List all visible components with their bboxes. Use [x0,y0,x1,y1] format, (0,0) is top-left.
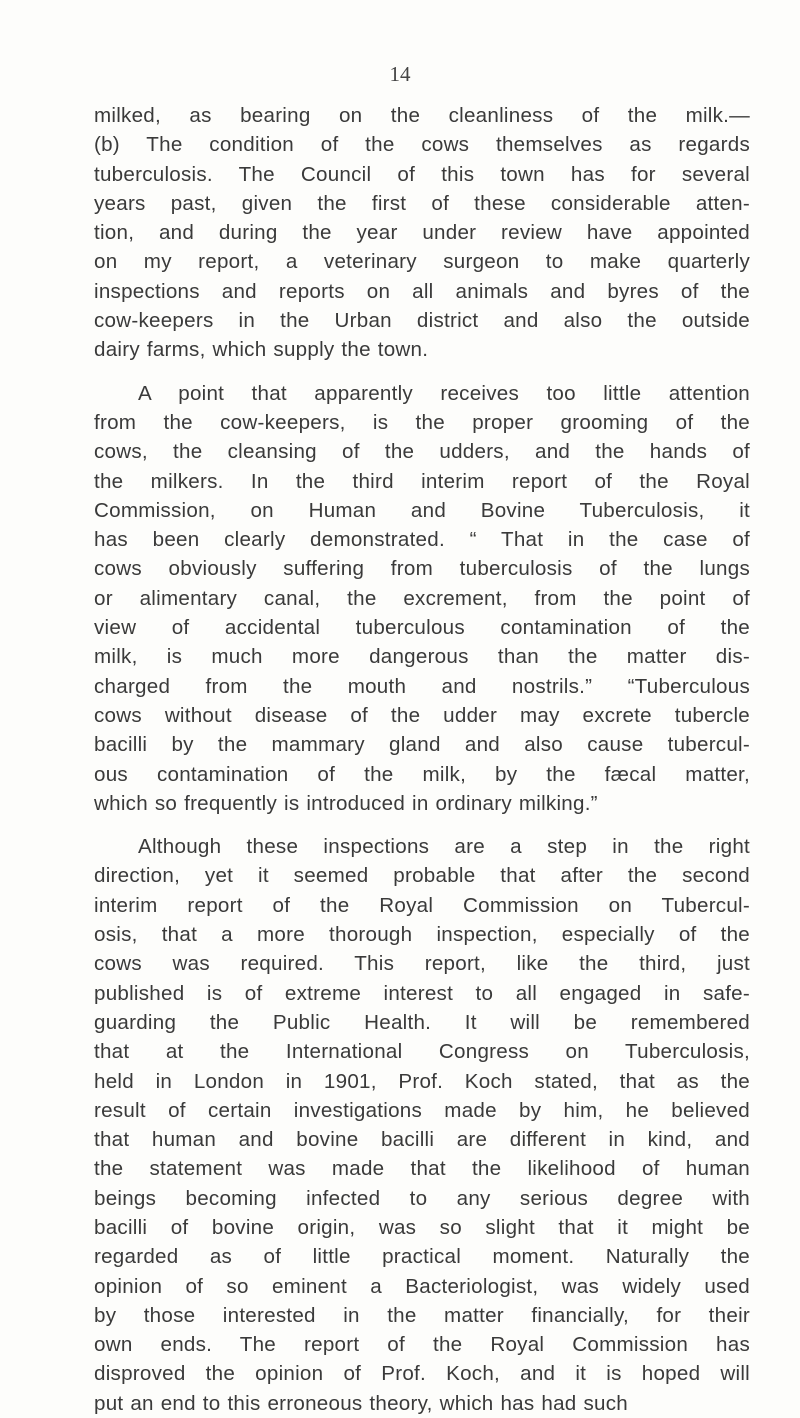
text-line: from the cow-keepers, is the proper grooming of the [94,410,750,434]
text-line: guarding the Public Health. It will be remembered [94,1010,750,1034]
text-line: put an end to this erroneous theory, which has had such [94,1391,628,1415]
body-text [94,101,750,1418]
text-line: cows was required. This report, like the third, just [94,952,750,976]
text-line: charged from the mouth and nostrils.” “Tuberculous [94,674,750,698]
text-line: which so frequently is introduced in ordinary milking.” [94,791,598,815]
text-line: on my report, a veterinary surgeon to make quarterly [94,250,750,274]
text-line: Although these inspections are a step in the right [138,835,750,859]
text-line: milked, as bearing on the cleanliness of the milk.— [94,104,750,127]
text-line: or alimentary canal, the excrement, from the point of [94,586,750,610]
text-line: milk, is much more dangerous than the matter dis- [94,645,750,669]
text-line: beings becoming infected to any serious degree with [94,1186,750,1210]
paragraph-gap [94,365,750,379]
text-line: cow-keepers in the Urban district and also the outside [94,309,750,333]
text-line: interim report of the Royal Commission on Tubercul- [94,893,750,917]
text-line: Commission, on Human and Bovine Tuberculosis, it [94,498,750,522]
text-line: own ends. The report of the Royal Commission has [94,1333,750,1357]
text-line: direction, yet it seemed probable that after the second [94,864,750,888]
text-line: the milkers. In the third interim report of the Royal [94,469,750,493]
text-line: (b) The condition of the cows themselves as regards [94,133,750,157]
text-line: regarded as of little practical moment. Naturally the [94,1245,750,1269]
text-line: tuberculosis. The Council of this town has for several [94,162,750,186]
text-line: view of accidental tuberculous contamination of the [94,616,750,640]
text-line: dairy farms, which supply the town. [94,338,429,362]
text-line: by those interested in the matter financially, for their [94,1303,750,1327]
text-line: tion, and during the year under review have appointed [94,221,750,245]
text-line: held in London in 1901, Prof. Koch stated, that as the [94,1069,750,1093]
text-line: osis, that a more thorough inspection, especially of the [94,923,750,947]
text-line: cows without disease of the udder may excrete tubercle [94,703,750,727]
text-line: cows obviously suffering from tuberculosis of the lungs [94,557,750,581]
text-line: cows, the cleansing of the udders, and the hands of [94,440,750,464]
paragraph [94,379,750,818]
page-number: 14 [389,62,411,86]
paragraph [94,101,750,365]
text-line: that at the International Congress on Tuberculosis, [94,1040,750,1064]
text-line: A point that apparently receives too little attention [138,381,750,405]
text-line: ous contamination of the milk, by the fæcal matter, [94,762,750,786]
text-line: has been clearly demonstrated. “ That in the case of [94,528,750,552]
text-line: inspections and reports on all animals and byres of the [94,279,750,303]
text-line: published is of extreme interest to all engaged in safe- [94,981,750,1005]
text-line: opinion of so eminent a Bacteriologist, was widely used [94,1274,750,1298]
text-line: disproved the opinion of Prof. Koch, and it is hoped will [94,1362,750,1386]
text-line: result of certain investigations made by him, he believed [94,1098,750,1122]
text-line: the statement was made that the likelihood of human [94,1157,750,1181]
text-line: that human and bovine bacilli are different in kind, and [94,1128,750,1152]
text-line: years past, given the first of these considerable atten- [94,191,750,215]
text-line: bacilli by the mammary gland and also cause tubercul- [94,733,750,757]
paragraph [94,832,750,1418]
text-line: bacilli of bovine origin, was so slight that it might be [94,1215,750,1239]
paragraph-gap [94,818,750,832]
